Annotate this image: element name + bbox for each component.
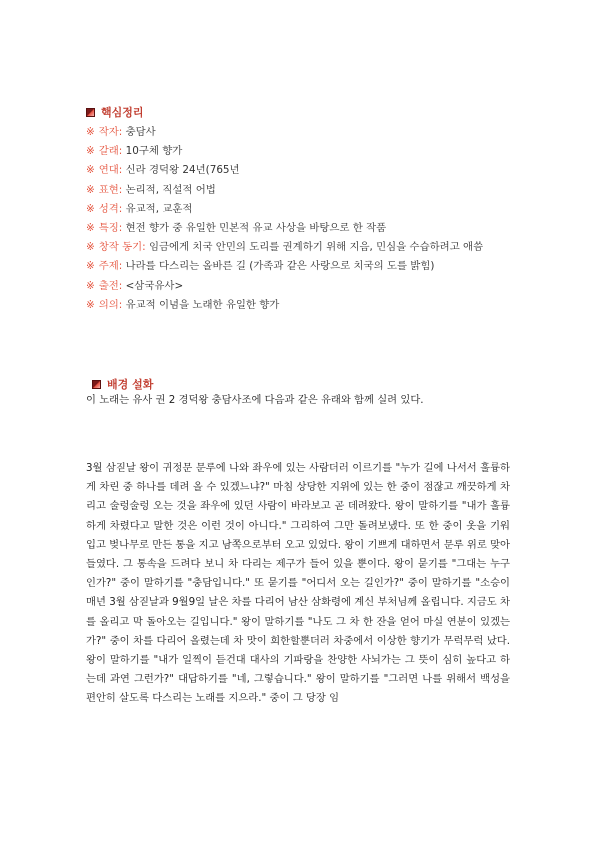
background-story-title: 배경 설화	[107, 378, 154, 391]
item-value: 유교적 이념을 노래한 유일한 향가	[122, 298, 280, 311]
list-item-character	[86, 200, 510, 219]
background-story-heading	[92, 376, 153, 392]
list-item-expression	[86, 181, 510, 200]
intro-paragraph: 이 노래는 유사 권 2 경덕왕 충담사조에 다음과 같은 유래와 함께 실려 있다.	[86, 394, 424, 406]
list-item-genre	[86, 142, 510, 161]
item-label: 출전:	[98, 279, 123, 292]
core-summary-title: 핵심정리	[101, 106, 144, 119]
item-label: 특징:	[98, 222, 123, 235]
list-item-author	[86, 123, 510, 142]
item-label: 주제:	[98, 260, 123, 273]
item-label: 성격:	[98, 202, 123, 215]
list-item-motive	[86, 238, 510, 257]
asterisk-bullet-icon: ※	[86, 126, 95, 138]
core-summary-list	[86, 123, 510, 315]
asterisk-bullet-icon: ※	[86, 260, 95, 273]
item-value: 논리적, 직설적 어법	[122, 183, 216, 196]
item-label: 작자:	[98, 126, 123, 138]
item-label: 창작 동기:	[98, 241, 146, 254]
list-item-period	[86, 161, 510, 180]
core-summary-heading	[86, 104, 144, 120]
list-item-theme	[86, 257, 510, 276]
item-label: 표현:	[98, 183, 123, 196]
item-value: 나라를 다스리는 올바른 길 (가족과 같은 사랑으로 치국의 도를 밝힘)	[122, 260, 435, 273]
background-story	[86, 459, 510, 709]
asterisk-bullet-icon: ※	[86, 164, 95, 177]
item-value: 임금에게 치국 안민의 도리를 권계하기 위해 지음, 민심을 수습하려고 애씀	[145, 241, 484, 254]
asterisk-bullet-icon: ※	[86, 298, 95, 311]
asterisk-bullet-icon: ※	[86, 183, 95, 196]
item-label: 연대:	[98, 164, 123, 177]
item-label: 의의:	[98, 298, 123, 311]
list-item-source	[86, 277, 510, 296]
asterisk-bullet-icon: ※	[86, 279, 95, 292]
background-intro	[86, 391, 510, 410]
square-bullet-icon	[92, 380, 101, 389]
asterisk-bullet-icon: ※	[86, 241, 95, 254]
list-item-significance	[86, 296, 510, 315]
item-value: 신라 경덕왕 24년(765년	[122, 164, 240, 177]
item-value: 10구체 향가	[122, 145, 183, 158]
item-value: 현전 향가 중 유일한 민본적 유교 사상을 바탕으로 한 작품	[122, 222, 387, 235]
asterisk-bullet-icon: ※	[86, 222, 95, 235]
asterisk-bullet-icon: ※	[86, 145, 95, 158]
item-value: <삼국유사>	[122, 279, 184, 292]
item-value: 충담사	[122, 126, 156, 138]
square-bullet-icon	[86, 108, 95, 117]
item-label: 갈래:	[98, 145, 123, 158]
story-paragraph: 3월 삼짇날 왕이 귀정문 문루에 나와 좌우에 있는 사람더러 이르기를 "누가 길에 나서서 훌륭하게 차린 중 하나를 데려 올 수 있겠느냐?" 마침 상당한 지위에 있는 한 중이 점잖고 깨끗하게 차리고 술렁술렁 오는 것을 좌우에 있던 사람이 바라보고 곧 데려왔다. 왕이 말하기를 "내가 훌륭하게 차렸다고 말한 것은 이런 것이 아니다." 그리하여 그만 돌려보냈다. 또 한 중이 옷을 기워 입고 벚나무로 만든 통을 지고 남쪽으로부터 오고 있었다. 왕이 기쁘게 대하면서 문루 위로 맞아 들였다. 그 통속을 드려다 보니 차 다리는 제구가 들어 있을 뿐이다. 왕이 묻기를 "그대는 누구인가?" 중이 말하기를 "충담입니다." 또 묻기를 "어디서 오는 길인가?" 중이 말하기를 "소승이 매년 3월 삼짇날과 9월9일 날은 차를 다리어 남산 삼화령에 계신 부처님께 올립니다. 지금도 차를 올리고 막 돌아오는 길입니다." 왕이 말하기를 "나도 그 차 한 잔을 얻어 마실 연분이 있겠는가?" 중이 차를 다리어 올렸는데 차 맛이 희한할뿐더러 차중에서 이상한 향기가 무럭무럭 났다. 왕이 말하기를 "내가 일찍이 듣건대 대사의 기파랑을 찬양한 사뇌가는 그 뜻이 심히 높다고 하는데 과연 그런가?" 대답하기를 "네, 그렇습니다." 왕이 말하기를 "그러면 나를 위해서 백성을 편안히 살도록 다스리는 노래를 지으라." 중이 그 당장 임	[86, 462, 510, 705]
item-value: 유교적, 교훈적	[122, 202, 193, 215]
list-item-feature	[86, 219, 510, 238]
asterisk-bullet-icon: ※	[86, 202, 95, 215]
